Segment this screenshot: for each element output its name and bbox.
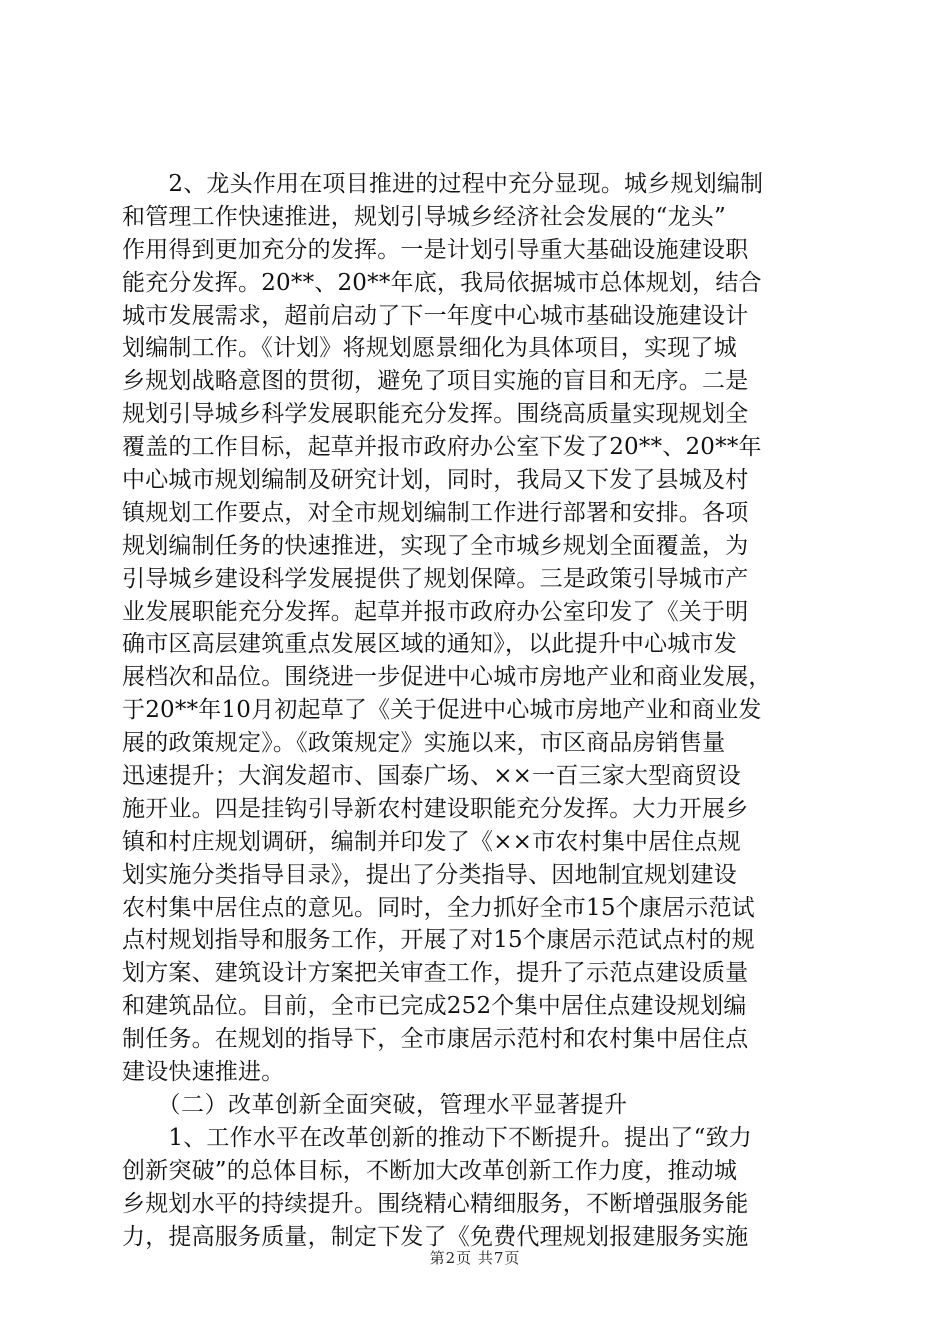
text-line: 点村规划指导和服务工作，开展了对15个康居示范试点村的规 bbox=[122, 927, 755, 954]
body-text bbox=[122, 168, 832, 1253]
text-line: 创新突破”的总体目标，不断加大改革创新工作力度，推动城 bbox=[122, 1157, 738, 1184]
text-line: 1、工作水平在改革创新的推动下不断提升。提出了“致力 bbox=[122, 1124, 752, 1151]
text-line: 和建筑品位。目前，全市已完成252个集中居住点建设规划编 bbox=[122, 993, 747, 1020]
text-line: 中心城市规划编制及研究计划，同时，我局又下发了县城及村 bbox=[122, 467, 749, 494]
text-line: 迅速提升；大润发超市、国泰广场、××一百三家大型商贸设 bbox=[122, 763, 741, 790]
text-line: 规划编制任务的快速推进，实现了全市城乡规划全面覆盖，为 bbox=[122, 532, 749, 559]
text-line: 2、龙头作用在项目推进的过程中充分显现。城乡规划编制 bbox=[122, 171, 764, 197]
text-line: 力，提高服务质量，制定下发了《免费代理规划报建服务实施 bbox=[122, 1223, 749, 1250]
text-line: 城市发展需求，超前启动了下一年度中心城市基础设施建设计 bbox=[122, 302, 749, 329]
text-line: 乡规划水平的持续提升。围绕精心精细服务，不断增强服务能 bbox=[122, 1190, 749, 1217]
text-line: 镇和村庄规划调研，编制并印发了《××市农村集中居住点规 bbox=[122, 828, 741, 855]
text-line: 展的政策规定》。《政策规定》实施以来，市区商品房销售量 bbox=[122, 730, 726, 757]
text-line: 业发展职能充分发挥。起草并报市政府办公室印发了《关于明 bbox=[122, 598, 749, 625]
text-line: 建设快速推进。 bbox=[122, 1059, 285, 1086]
text-line: 规划引导城乡科学发展职能充分发挥。围绕高质量实现规划全 bbox=[122, 401, 749, 428]
text-line: 划实施分类指导目录》，提出了分类指导、因地制宜规划建设 bbox=[122, 861, 737, 888]
text-line: 和管理工作快速推进，规划引导城乡经济社会发展的“龙头” bbox=[122, 203, 726, 230]
text-line: 施开业。四是挂钩引导新农村建设职能充分发挥。大力开展乡 bbox=[122, 795, 749, 822]
text-line: 镇规划工作要点，对全市规划编制工作进行部署和安排。各项 bbox=[122, 499, 749, 526]
text-line: 能充分发挥。20**、20**年底，我局依据城市总体规划，结合 bbox=[122, 269, 762, 296]
page-number-label: 第2页 共7页 bbox=[429, 1249, 521, 1267]
text-line: 划编制工作。《计划》将规划愿景细化为具体项目，实现了城 bbox=[122, 335, 737, 362]
text-line: 确市区高层建筑重点发展区域的通知》，以此提升中心城市发 bbox=[122, 631, 737, 658]
text-line: 制任务。在规划的指导下，全市康居示范村和农村集中居住点 bbox=[122, 1026, 749, 1053]
text-line: 于20**年10月初起草了《关于促进中心城市房地产业和商业发 bbox=[122, 697, 762, 724]
text-line: 农村集中居住点的意见。同时，全力抓好全市15个康居示范试 bbox=[122, 894, 755, 921]
section-heading: （二）改革创新全面突破，管理水平显著提升 bbox=[122, 1091, 628, 1118]
text-line: 覆盖的工作目标，起草并报市政府办公室下发了20**、20**年 bbox=[122, 434, 762, 461]
text-line: 乡规划战略意图的贯彻，避免了项目实施的盲目和无序。二是 bbox=[122, 368, 749, 395]
page-footer bbox=[0, 1247, 950, 1268]
text-line: 展档次和品位。围绕进一步促进中心城市房地产业和商业发展， bbox=[122, 664, 772, 691]
text-line: 作用得到更加充分的发挥。一是计划引导重大基础设施建设职 bbox=[122, 236, 749, 263]
text-line: 划方案、建筑设计方案把关审查工作，提升了示范点建设质量 bbox=[122, 960, 749, 987]
text-line: 引导城乡建设科学发展提供了规划保障。三是政策引导城市产 bbox=[122, 565, 749, 592]
